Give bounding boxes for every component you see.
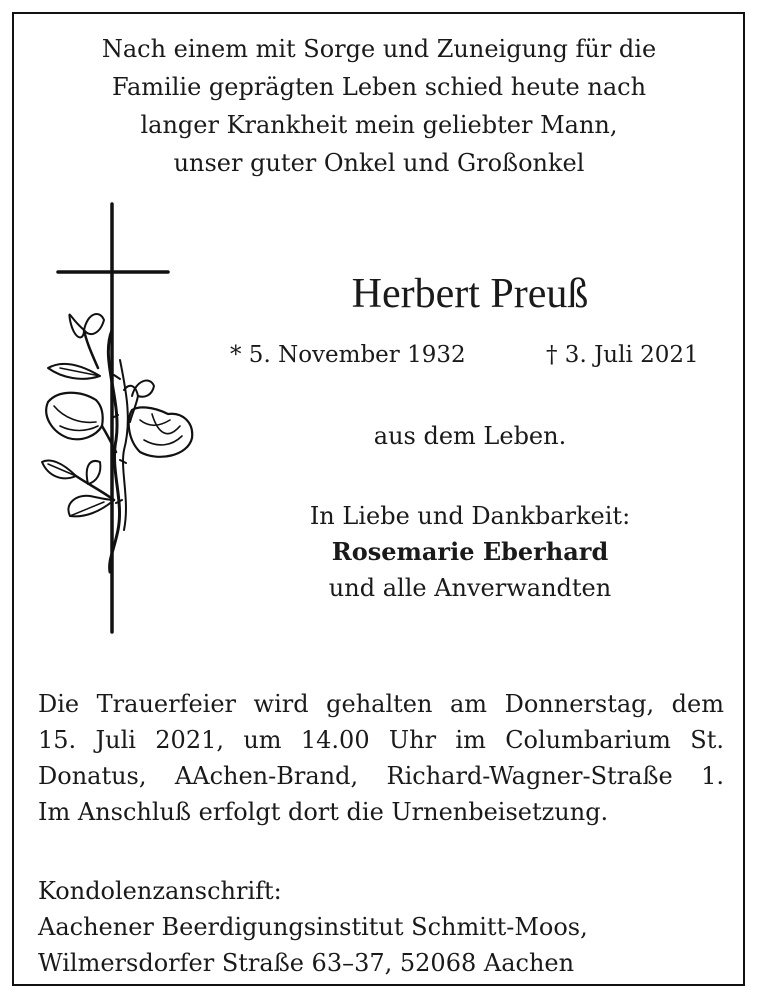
- condolence-label: Kondolenzanschrift:: [38, 877, 282, 905]
- service-line: Donatus, AAchen-Brand, Richard-Wagner-Straße 1.: [38, 762, 724, 790]
- mourners-others: und alle Anverwandten: [328, 574, 612, 602]
- mourner-name: Rosemarie Eberhard: [331, 537, 609, 566]
- closing-text: aus dem Leben.: [373, 422, 567, 450]
- condolence-street: Wilmersdorfer Straße 63–37, 52068 Aachen: [38, 949, 575, 977]
- service-line: 15. Juli 2021, um 14.00 Uhr im Columbarium St.: [38, 726, 724, 754]
- deceased-name: Herbert Preuß: [351, 271, 589, 317]
- condolence-address: [38, 873, 724, 981]
- condolence-institute: Aachener Beerdigungsinstitut Schmitt-Moos,: [38, 913, 588, 941]
- intro-line: langer Krankheit mein geliebter Mann,: [140, 111, 618, 139]
- intro-line: unser guter Onkel und Großonkel: [173, 149, 585, 177]
- death-date: † 3. Juli 2021: [546, 342, 699, 368]
- intro-line: Familie geprägten Leben schied heute nach: [111, 73, 647, 101]
- service-line: Im Anschluß erfolgt dort die Urnenbeisetzung.: [38, 798, 609, 826]
- cross-with-rose-icon: [40, 200, 200, 640]
- intro-text: [30, 30, 728, 182]
- intro-line: Nach einem mit Sorge und Zuneigung für die: [101, 35, 657, 63]
- service-line: Die Trauerfeier wird gehalten am Donnerstag, dem: [38, 690, 724, 718]
- mourners-intro: In Liebe und Dankbarkeit:: [309, 502, 631, 530]
- service-details: [38, 686, 724, 830]
- mourners-block: [260, 498, 680, 606]
- birth-date: * 5. November 1932: [230, 342, 466, 368]
